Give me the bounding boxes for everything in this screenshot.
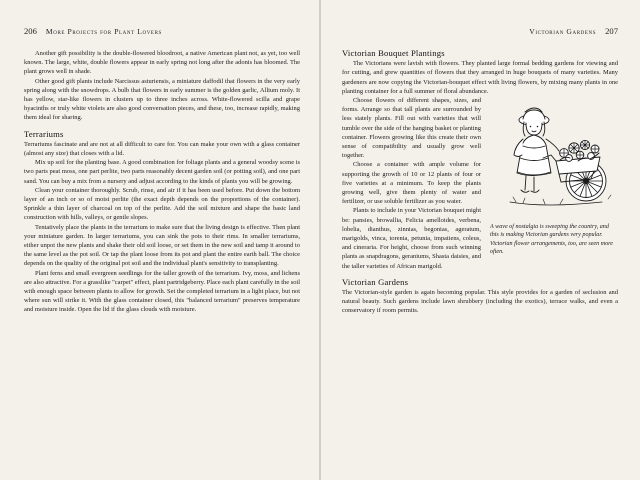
paragraph: Plant ferns and small evergreen seedlings for the taller growth of the terrarium. Ivy, moss, and lichens are also attractive. For a grasslike "carpet" effect, plant partridgeberry. Place each plant carefully in the soil with enough space between plants to allow for growth. Set the completed terrarium in a light place, but not where sun will strike it. With the glass container closed, this "balanced terrarium" preserves temperature and moisture inside. Open the lid if the glass clouds with moisture. [24, 269, 300, 314]
folio-right: 207 [605, 26, 618, 36]
paragraph: Choose a container with ample volume for supporting the growth of 10 or 12 plants of four or five varieties at a minimum. To keep the plants growing well, give them plenty of water and fertilizer, or use soluble fertilizer as you water. [342, 161, 481, 206]
illustration-block [490, 98, 618, 256]
section-heading-victorian-gardens: Victorian Gardens [342, 276, 409, 287]
victorian-girl-with-flower-cart-icon [490, 98, 618, 220]
paragraph: The Victorian-style garden is again becoming popular. This style provides for a garden of seclusion and natural beauty. Such gardens include lawn shrubbery (including the exotics), terrace walks, and even a conservatory if room permits. [342, 289, 618, 315]
paragraph: Plants to include in your Victorian bouquet might be: pansies, browallia, Felicia amelloides, verbena, lobelia, dianthus, zinnias, begonias, ageratum, marigolds, vinca, torenia, petunia, impatiens, coleus, and cineraria. For height, choose from such winning plants as snapdragons, geraniums, Shasta daisies, and the taller varieties of African marigold. [342, 207, 481, 270]
paragraph: Choose flowers of different shapes, sizes, and forms. Arrange so that tall plants are surrounded by less stately plants. Fill out with varieties that will tumble over the side of the hanging basket or planting container. Flowers growing like this create their own sense of compatibility and usually grow well together. [342, 97, 481, 160]
paragraph: Another gift possibility is the double-flowered bloodroot, a native American plant not, as yet, too well known. The large, white, double flowers appear in early spring not long after the adonis has bloomed. The plant grows well in shade. [24, 50, 300, 76]
right-page [320, 0, 640, 480]
running-head-title-left: More Projects for Plant Lovers [45, 27, 162, 36]
illustration-caption: A wave of nostalgia is sweeping the country, and this is making Victorian gardens very popular. Victorian flower arrangements, too, are seen more often. [490, 224, 613, 255]
left-page-column [24, 49, 300, 315]
section-heading-terrariums: Terrariums [24, 128, 64, 139]
right-page-column [342, 49, 618, 316]
paragraph: Clean your container thoroughly. Scrub, rinse, and air if it has been used before. Put down the bottom layer of an inch or so of moist perlite (the exact depth depends on the proportions of the container). Sprinkle a thin layer of charcoal on top of the perlite. Add the soil mixture and shape the basic land construction with hills, valleys, or gentle slopes. [24, 186, 300, 222]
running-head-right [342, 26, 618, 40]
paragraph: Tentatively place the plants in the terrarium to make sure that the living design is effective. Then plant your miniature garden. In larger terrariums, you can sink the pots to their rims. In smaller terrariums, either unpot the new plants and shake their old soil loose, or set them in the new soil and tamp it around to the same level as the pot soil. Or tap the plant loose from its pot and plant the entire earth ball. The choice depends on the quality of the original pot soil and the individual plant's sensitivity to transplanting. [24, 223, 300, 268]
paragraph: Terrariums fascinate and are not at all difficult to care for. You can make your own with a glass container (almost any size) that closes with a lid. [24, 140, 300, 158]
running-head-left [24, 26, 300, 40]
running-head-title-right: Victorian Gardens [529, 27, 597, 36]
paragraph: The Victorians were lavish with flowers. They planted large formal bedding gardens for viewing and for cutting, and grew quantities of flowers that they arranged in huge bouquets of many varieties. Many gardeners are now copying the Victorian-bouquet effect with living flowers, by mixing many plants in one planting container for a full summer of floral abundance. [342, 60, 618, 95]
paragraph: Other good gift plants include Narcissus asturiensis, a miniature daffodil that flowers in the very early spring along with the snowdrops. A bulb that flowers in early summer is the golden garlic, Allium moly. It has yellow, star-like flowers in clusters up to three inches across. White-flowered scilla and grape hyacinths or truly white violets are also good conversation pieces, and these, too, increase rapidly, making them ideal for sharing. [24, 77, 300, 122]
paragraph: Mix up soil for the planting base. A good combination for foliage plants and a general woodsy scene is two parts peat moss, one part perlite, two parts reasonably decent garden soil (or potting soil), and one part sand. You can buy a mix from a nursery and adjust according to the kinds of plants you will be growing. [24, 159, 300, 185]
section-heading-victorian-bouquet-plantings: Victorian Bouquet Plantings [342, 48, 445, 58]
folio-left: 206 [24, 26, 37, 36]
